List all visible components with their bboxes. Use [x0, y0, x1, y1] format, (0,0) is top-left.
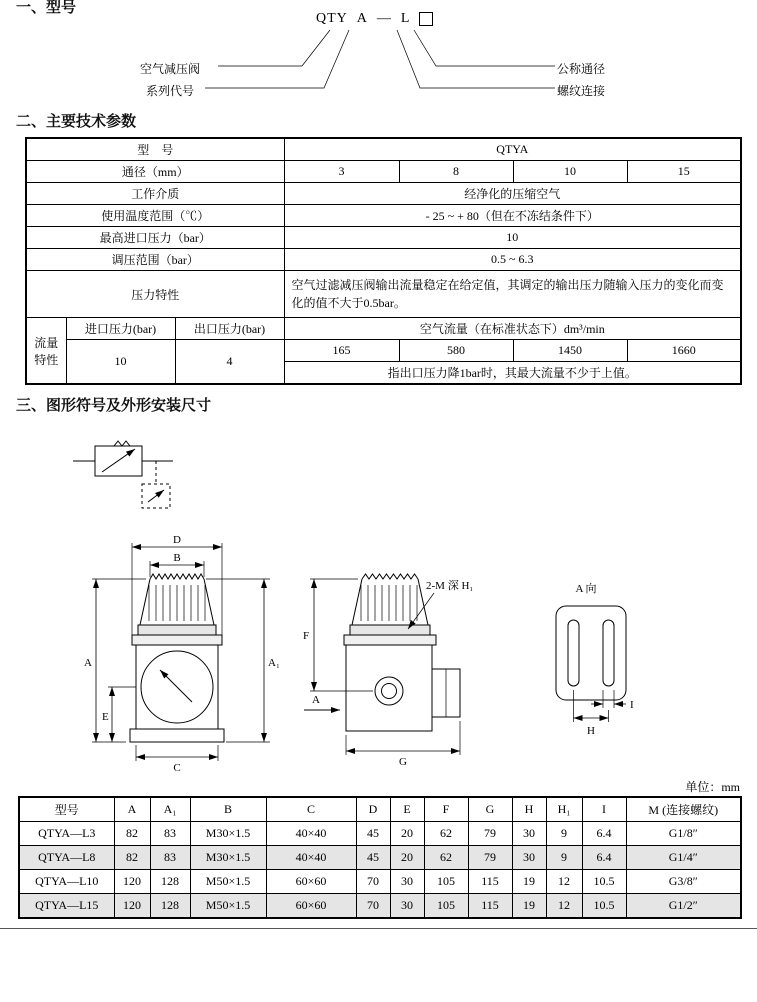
- dim-header-a1: A₁: [150, 797, 190, 822]
- table-row: [26, 318, 741, 340]
- pneumatic-symbol-drawing: [68, 430, 203, 520]
- dim-header-e: E: [390, 797, 424, 822]
- cell: 30: [512, 846, 546, 870]
- cell: 3: [284, 161, 399, 183]
- table-row: [19, 870, 741, 894]
- table-row: [26, 249, 741, 271]
- cell: 9: [546, 846, 582, 870]
- dim-label-D: D: [173, 534, 181, 546]
- table-row: [19, 894, 741, 919]
- cell: 82: [114, 846, 150, 870]
- cell: 9: [546, 822, 582, 846]
- callout-2m-depth-h1: 2-M 深 H₁: [426, 580, 474, 592]
- cell: QTYA—L8: [19, 846, 114, 870]
- cell: 83: [150, 846, 190, 870]
- dim-header-h1: H₁: [546, 797, 582, 822]
- dim-label-A1: A₁: [268, 657, 280, 669]
- cell: M50×1.5: [190, 894, 266, 919]
- dim-header-h: H: [512, 797, 546, 822]
- cell: 165: [284, 340, 399, 362]
- dim-header-b: B: [190, 797, 266, 822]
- cell: 60×60: [266, 870, 356, 894]
- cell: 82: [114, 822, 150, 846]
- side-view-drawing: [300, 533, 505, 773]
- cell: 60×60: [266, 894, 356, 919]
- cell: 79: [468, 846, 512, 870]
- table-row: [26, 161, 741, 183]
- cell: M50×1.5: [190, 870, 266, 894]
- cell: 1450: [513, 340, 627, 362]
- a-view-drawing: [528, 580, 663, 745]
- table-row: [26, 205, 741, 227]
- table-row: [19, 846, 741, 870]
- dim-header-g: G: [468, 797, 512, 822]
- cell: 空气过滤减压阀输出流量稳定在给定值，其调定的输出压力随输入压力的变化而变化的值不大于0.5bar。: [284, 271, 741, 318]
- dim-label-F: F: [303, 630, 310, 642]
- model-code-series: A: [356, 11, 368, 26]
- cell: 30: [390, 870, 424, 894]
- table-row: [26, 340, 741, 362]
- tech-params-table: [25, 137, 742, 385]
- cell: 115: [468, 894, 512, 919]
- cell: 45: [356, 822, 390, 846]
- cell: 580: [399, 340, 513, 362]
- model-leader-lines: [0, 0, 757, 110]
- row-label: 流量特性: [26, 318, 66, 385]
- dim-label-A: A: [84, 657, 92, 669]
- cell: QTYA—L3: [19, 822, 114, 846]
- cell: 83: [150, 822, 190, 846]
- cell: M30×1.5: [190, 846, 266, 870]
- view-direction-label-A: A: [312, 694, 320, 706]
- cell: 128: [150, 894, 190, 919]
- cell: G1/2″: [626, 894, 741, 919]
- cell: 出口压力(bar): [175, 318, 284, 340]
- dim-header-m: M (连接螺纹): [626, 797, 741, 822]
- cell: G1/8″: [626, 822, 741, 846]
- cell: 30: [390, 894, 424, 919]
- row-label: 最高进口压力（bar）: [26, 227, 284, 249]
- table-row: [26, 183, 741, 205]
- dim-header-model: 型号: [19, 797, 114, 822]
- cell: 空气流量（在标准状态下）dm³/min: [284, 318, 741, 340]
- cell: QTYA: [284, 138, 741, 161]
- dim-header-d: D: [356, 797, 390, 822]
- dim-header-i: I: [582, 797, 626, 822]
- cell: 经净化的压缩空气: [284, 183, 741, 205]
- row-label: 型 号: [26, 138, 284, 161]
- cell: G3/8″: [626, 870, 741, 894]
- table-row: [26, 227, 741, 249]
- page-divider: [0, 928, 757, 929]
- section-title-parameters: 二、主要技术参数: [16, 113, 137, 130]
- dim-header-a: A: [114, 797, 150, 822]
- dim-header-c: C: [266, 797, 356, 822]
- cell: 120: [114, 870, 150, 894]
- dim-header-f: F: [424, 797, 468, 822]
- cell: 40×40: [266, 846, 356, 870]
- cell: 30: [512, 822, 546, 846]
- model-code-thread: L: [400, 11, 411, 26]
- cell: 0.5 ~ 6.3: [284, 249, 741, 271]
- cell: M30×1.5: [190, 822, 266, 846]
- cell: QTYA—L15: [19, 894, 114, 919]
- cell: 10.5: [582, 894, 626, 919]
- model-code-dash: —: [376, 11, 392, 26]
- cell: 指出口压力降1bar时，其最大流量不少于上值。: [284, 362, 741, 385]
- dim-label-I: I: [630, 699, 634, 711]
- section-title-dimensions: 三、图形符号及外形安装尺寸: [16, 397, 212, 414]
- label-air-regulator: 空气减压阀: [140, 62, 201, 76]
- cell: 105: [424, 870, 468, 894]
- cell: 19: [512, 894, 546, 919]
- row-label: 使用温度范围（℃）: [26, 205, 284, 227]
- row-label: 调压范围（bar）: [26, 249, 284, 271]
- cell: 进口压力(bar): [66, 318, 175, 340]
- view-title-a-direction: A 向: [575, 583, 597, 595]
- label-nominal-bore: 公称通径: [557, 62, 606, 76]
- cell: 1660: [627, 340, 741, 362]
- cell: - 25 ~ + 80（但在不冻结条件下）: [284, 205, 741, 227]
- model-code-prefix: QTY: [316, 11, 348, 26]
- table-row: [26, 271, 741, 318]
- cell: 10: [66, 340, 175, 385]
- section-title-model: 一、型号: [16, 0, 77, 16]
- cell: 120: [114, 894, 150, 919]
- cell: 19: [512, 870, 546, 894]
- table-row: [19, 822, 741, 846]
- cell: 4: [175, 340, 284, 385]
- cell: 12: [546, 870, 582, 894]
- row-label: 工作介质: [26, 183, 284, 205]
- dim-label-E: E: [102, 711, 109, 723]
- cell: 12: [546, 894, 582, 919]
- cell: 70: [356, 894, 390, 919]
- cell: 8: [399, 161, 513, 183]
- cell: 70: [356, 870, 390, 894]
- label-thread-connection: 螺纹连接: [557, 84, 606, 98]
- cell: 128: [150, 870, 190, 894]
- dim-label-H: H: [587, 725, 595, 737]
- cell: 62: [424, 846, 468, 870]
- row-label: 压力特性: [26, 271, 284, 318]
- cell: 6.4: [582, 822, 626, 846]
- cell: 10: [513, 161, 627, 183]
- cell: 10.5: [582, 870, 626, 894]
- cell: 115: [468, 870, 512, 894]
- cell: 79: [468, 822, 512, 846]
- cell: 6.4: [582, 846, 626, 870]
- row-label: 通径（mm）: [26, 161, 284, 183]
- cell: 20: [390, 822, 424, 846]
- unit-note: 单位：mm: [685, 780, 740, 794]
- cell: 40×40: [266, 822, 356, 846]
- cell: QTYA—L10: [19, 870, 114, 894]
- label-series-code: 系列代号: [146, 84, 195, 98]
- cell: G1/4″: [626, 846, 741, 870]
- front-view-drawing: [82, 533, 282, 773]
- cell: 15: [627, 161, 741, 183]
- cell: 45: [356, 846, 390, 870]
- dim-label-G: G: [399, 756, 407, 768]
- cell: 20: [390, 846, 424, 870]
- table-row: [26, 138, 741, 161]
- cell: 105: [424, 894, 468, 919]
- dim-label-B: B: [173, 552, 181, 564]
- cell: 62: [424, 822, 468, 846]
- dim-label-C: C: [173, 762, 181, 774]
- dimension-table: [18, 796, 742, 919]
- table-header-row: [19, 797, 741, 822]
- cell: 10: [284, 227, 741, 249]
